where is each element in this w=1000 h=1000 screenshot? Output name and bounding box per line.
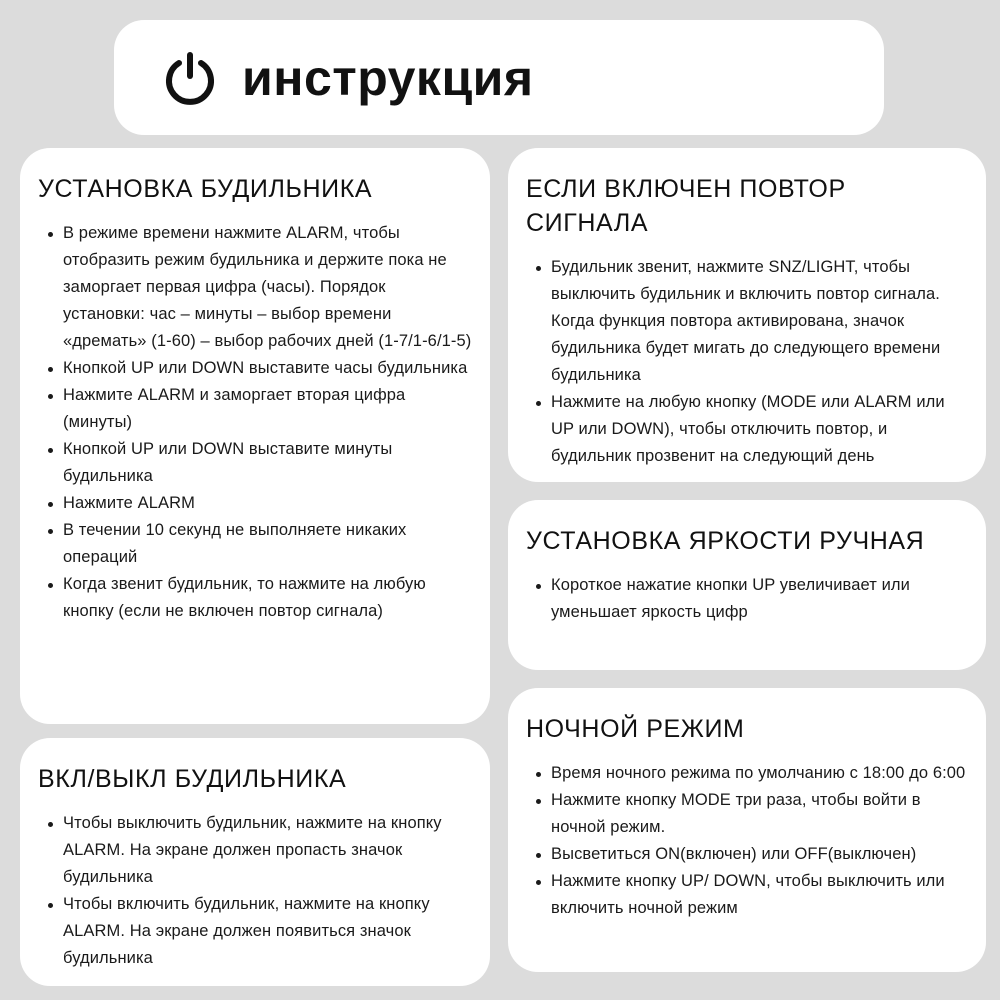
list-item: Нажмите ALARM bbox=[38, 490, 472, 517]
night-mode-card bbox=[508, 688, 986, 972]
brightness-card bbox=[508, 500, 986, 670]
alarm-setup-card bbox=[20, 148, 490, 724]
page-title: инструкция bbox=[242, 49, 534, 106]
list-item: Нажмите кнопку UP/ DOWN, чтобы выключить или включить ночной режим bbox=[526, 868, 968, 922]
list-item: В течении 10 секунд не выполняете никаких операций bbox=[38, 517, 472, 571]
list-item: Нажмите ALARM и заморгает вторая цифра (минуты) bbox=[38, 382, 472, 436]
list-item: Нажмите кнопку MODE три раза, чтобы войти в ночной режим. bbox=[526, 787, 968, 841]
bullet-list bbox=[526, 254, 968, 470]
list-item: Короткое нажатие кнопки UP увеличивает или уменьшает яркость цифр bbox=[526, 572, 968, 626]
section-title: НОЧНОЙ РЕЖИМ bbox=[526, 715, 745, 743]
list-item: Чтобы выключить будильник, нажмите на кнопку ALARM. На экране должен пропасть значок будильника bbox=[38, 810, 472, 891]
list-item: Время ночного режима по умолчанию с 18:00 до 6:00 bbox=[526, 760, 968, 787]
section-title: УСТАНОВКА ЯРКОСТИ РУЧНАЯ bbox=[526, 527, 925, 555]
bullet-list bbox=[526, 572, 968, 626]
power-icon bbox=[162, 50, 218, 106]
list-item: Нажмите на любую кнопку (MODE или ALARM или UP или DOWN), чтобы отключить повтор, и будильник прозвенит на следующий день bbox=[526, 389, 968, 470]
bullet-list bbox=[38, 810, 472, 972]
section-title: ВКЛ/ВЫКЛ БУДИЛЬНИКА bbox=[38, 765, 347, 793]
header-card bbox=[114, 20, 884, 135]
list-item: Кнопкой UP или DOWN выставите минуты будильника bbox=[38, 436, 472, 490]
list-item: Когда звенит будильник, то нажмите на любую кнопку (если не включен повтор сигнала) bbox=[38, 571, 472, 625]
list-item: В режиме времени нажмите ALARM, чтобы отобразить режим будильника и держите пока не заморгает первая цифра (часы). Порядок установки: час – минуты – выбор времени «дремать» (1-60) – выбор рабочих дней (1-7/1-6/1-5) bbox=[38, 220, 472, 355]
alarm-toggle-card bbox=[20, 738, 490, 986]
list-item: Высветиться ON(включен) или OFF(выключен) bbox=[526, 841, 968, 868]
snooze-card bbox=[508, 148, 986, 482]
bullet-list bbox=[526, 760, 968, 922]
list-item: Чтобы включить будильник, нажмите на кнопку ALARM. На экране должен появиться значок будильника bbox=[38, 891, 472, 972]
section-title: ЕСЛИ ВКЛЮЧЕН ПОВТОР СИГНАЛА bbox=[526, 175, 846, 237]
section-title: УСТАНОВКА БУДИЛЬНИКА bbox=[38, 175, 373, 203]
bullet-list bbox=[38, 220, 472, 625]
list-item: Кнопкой UP или DOWN выставите часы будильника bbox=[38, 355, 472, 382]
list-item: Будильник звенит, нажмите SNZ/LIGHT, чтобы выключить будильник и включить повтор сигнала. Когда функция повтора активирована, значок будильника будет мигать до следующего времени будильника bbox=[526, 254, 968, 389]
